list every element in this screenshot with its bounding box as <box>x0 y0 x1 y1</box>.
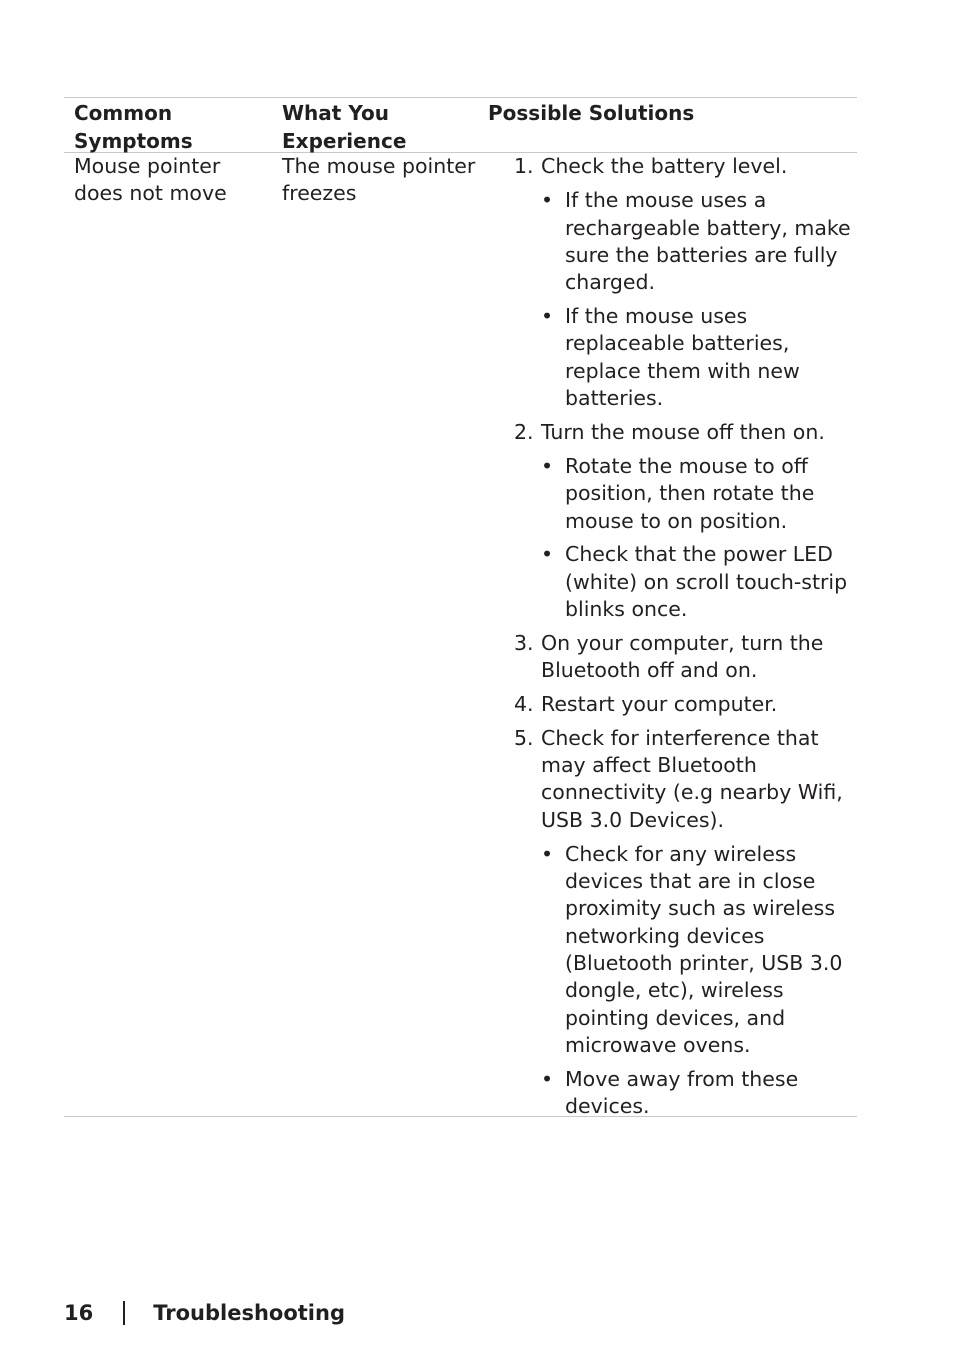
section-title: Troubleshooting <box>153 1301 345 1325</box>
bullet-text: Check that the power LED (white) on scroll touch-strip blinks once. <box>565 542 848 621</box>
table-row <box>64 153 857 1117</box>
bullet-icon: • <box>541 841 554 866</box>
list-item <box>541 541 857 623</box>
step-text: Check the battery level. <box>541 154 788 178</box>
step-bullet-list <box>541 841 857 1120</box>
bullet-icon: • <box>541 188 554 213</box>
step-number: 4. <box>514 691 534 716</box>
symptom-cell: Mouse pointer does not move <box>74 154 227 206</box>
step-text: Restart your computer. <box>541 691 778 716</box>
page-footer <box>64 1298 345 1328</box>
list-item <box>541 1066 857 1121</box>
bullet-icon: • <box>541 453 554 478</box>
step-bullet-list <box>541 187 857 412</box>
solution-step <box>488 630 857 685</box>
page-number: 16 <box>64 1301 94 1325</box>
solution-step <box>488 153 857 412</box>
bullet-text: Check for any wireless devices that are in close proximity such as wireless networking devices (Bluetooth printer, USB 3.0 dongle, etc), wireless pointing devices, and microwave ovens. <box>565 841 843 1057</box>
step-text: On your computer, turn the Bluetooth off and on. <box>541 630 824 683</box>
header-common-symptoms: Common Symptoms <box>74 101 193 153</box>
bullet-text: Move away from these devices. <box>565 1066 799 1118</box>
list-item <box>541 841 857 1059</box>
solution-step <box>488 691 857 718</box>
list-item <box>541 303 857 412</box>
step-number: 1. <box>514 154 534 178</box>
bullet-text: If the mouse uses a rechargeable battery, make sure the batteries are fully charged. <box>565 188 851 295</box>
footer-divider <box>123 1301 125 1325</box>
table-header-row <box>64 98 857 153</box>
bullet-icon: • <box>541 542 554 567</box>
bullet-text: If the mouse uses replaceable batteries, replace them with new batteries. <box>565 303 800 410</box>
solution-steps-list <box>488 153 857 1120</box>
header-possible-solutions: Possible Solutions <box>488 101 695 125</box>
solution-step <box>488 725 857 1121</box>
header-what-you-experience: What You Experience <box>282 101 407 153</box>
step-number: 3. <box>514 630 534 655</box>
bullet-icon: • <box>541 303 554 328</box>
step-text: Turn the mouse off then on. <box>541 419 825 444</box>
list-item <box>541 453 857 535</box>
step-number: 5. <box>514 725 534 750</box>
step-bullet-list <box>541 453 857 623</box>
troubleshooting-table <box>64 97 857 1117</box>
step-number: 2. <box>514 419 534 444</box>
solution-step <box>488 419 857 624</box>
solutions-cell <box>488 153 857 1127</box>
step-text: Check for interference that may affect Bluetooth connectivity (e.g nearby Wifi, USB 3.0 Devices). <box>541 725 843 832</box>
list-item <box>541 187 857 296</box>
bullet-text: Rotate the mouse to off position, then rotate the mouse to on position. <box>565 453 815 533</box>
bullet-icon: • <box>541 1066 554 1091</box>
experience-cell: The mouse pointer freezes <box>282 154 476 206</box>
